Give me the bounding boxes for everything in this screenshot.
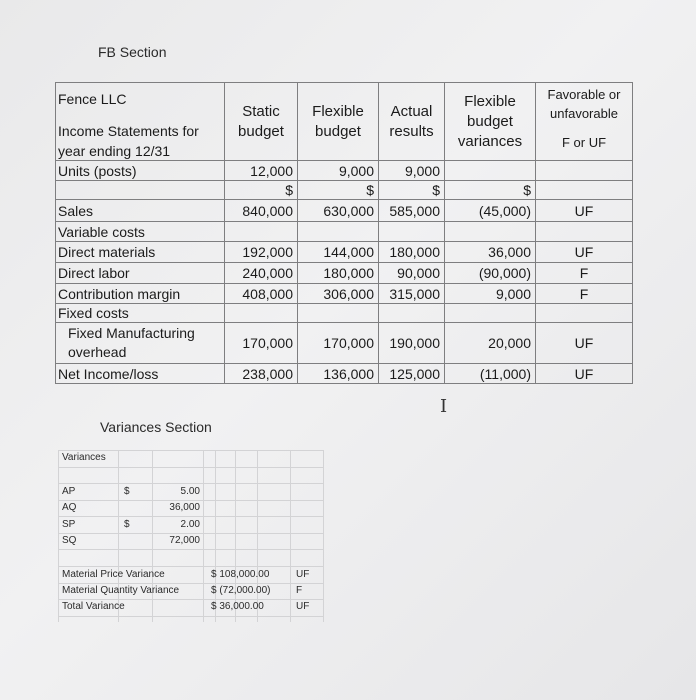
result-label[interactable]: Material Price Variance (62, 569, 165, 580)
currency-cell[interactable]: $ (378, 180, 445, 200)
header-static-budget[interactable]: Static budget (224, 82, 298, 161)
row-fav-cell[interactable]: UF (535, 241, 633, 263)
units-flexible-cell[interactable]: 9,000 (297, 160, 379, 181)
row-variance-cell[interactable] (444, 221, 536, 242)
row-actual-cell[interactable]: 190,000 (378, 322, 445, 364)
grid-line (58, 533, 323, 534)
row-flexible-cell[interactable]: 630,000 (297, 199, 379, 222)
input-currency[interactable]: $ (124, 519, 130, 530)
result-value[interactable]: $ 36,000.00 (211, 601, 264, 612)
currency-cell[interactable]: $ (224, 180, 298, 200)
result-fav[interactable]: UF (296, 601, 310, 612)
row-fav-cell[interactable]: UF (535, 322, 633, 364)
grid-line (323, 450, 324, 622)
input-value[interactable]: 2.00 (180, 519, 200, 530)
result-fav[interactable]: F (296, 585, 303, 596)
row-flexible-cell[interactable] (297, 303, 379, 323)
row-static-cell[interactable] (224, 221, 298, 242)
fb-section-title: FB Section (98, 44, 167, 60)
row-static-cell[interactable]: 240,000 (224, 262, 298, 284)
header-actual-results[interactable]: Actual results (378, 82, 445, 161)
grid-line (58, 450, 323, 451)
grid-line (58, 467, 323, 468)
grid-line (58, 583, 323, 584)
row-fav-cell[interactable]: F (535, 283, 633, 304)
grid-line (58, 566, 323, 567)
row-variance-cell[interactable]: (90,000) (444, 262, 536, 284)
units-actual-cell[interactable]: 9,000 (378, 160, 445, 181)
grid-line (58, 549, 323, 550)
row-static-cell[interactable] (224, 303, 298, 323)
grid-line (58, 450, 59, 622)
row-actual-cell[interactable]: 125,000 (378, 363, 445, 384)
grid-line (235, 450, 236, 622)
text-cursor-icon: I (440, 396, 448, 417)
row-actual-cell[interactable]: 180,000 (378, 241, 445, 263)
row-label-cell[interactable]: Direct materials (55, 241, 225, 263)
company-name: Fence LLC (58, 91, 127, 107)
row-variance-cell[interactable] (444, 303, 536, 323)
row-variance-cell[interactable]: (11,000) (444, 363, 536, 384)
row-flexible-cell[interactable] (297, 221, 379, 242)
row-label-cell[interactable]: Fixed costs (55, 303, 225, 323)
units-fav-cell[interactable] (535, 160, 633, 181)
input-value[interactable]: 5.00 (180, 486, 200, 497)
row-label-cell[interactable]: Sales (55, 199, 225, 222)
row-label-cell[interactable]: Net Income/loss (55, 363, 225, 384)
input-currency[interactable]: $ (124, 486, 130, 497)
row-flexible-cell[interactable]: 136,000 (297, 363, 379, 384)
input-label[interactable]: AQ (62, 502, 77, 513)
grid-line (58, 483, 323, 484)
row-static-cell[interactable]: 238,000 (224, 363, 298, 384)
row-flexible-cell[interactable]: 306,000 (297, 283, 379, 304)
row-label-cell[interactable]: Direct labor (55, 262, 225, 284)
units-variance-cell[interactable] (444, 160, 536, 181)
input-label[interactable]: SP (62, 519, 76, 530)
row-actual-cell[interactable] (378, 303, 445, 323)
header-label-cell[interactable] (55, 82, 225, 161)
input-value[interactable]: 72,000 (169, 535, 200, 546)
grid-line (58, 616, 323, 617)
grid-line (257, 450, 258, 622)
currency-label-cell[interactable] (55, 180, 225, 200)
variances-section-title: Variances Section (100, 419, 212, 435)
header-flexible-variances[interactable]: Flexible budget variances (444, 82, 536, 161)
row-label-cell[interactable]: Variable costs (55, 221, 225, 242)
row-label-cell[interactable]: Fixed Manufacturing overhead (55, 322, 225, 364)
result-value[interactable]: $ 108,000.00 (211, 569, 270, 580)
grid-line (215, 450, 216, 622)
row-fav-cell[interactable]: F (535, 262, 633, 284)
units-label-cell[interactable]: Units (posts) (55, 160, 225, 181)
row-actual-cell[interactable]: 90,000 (378, 262, 445, 284)
row-actual-cell[interactable] (378, 221, 445, 242)
row-fav-cell[interactable] (535, 221, 633, 242)
row-static-cell[interactable]: 840,000 (224, 199, 298, 222)
input-label[interactable]: AP (62, 486, 76, 497)
result-label[interactable]: Total Variance (62, 601, 125, 612)
input-value[interactable]: 36,000 (169, 502, 200, 513)
row-fav-cell[interactable] (535, 303, 633, 323)
result-fav[interactable]: UF (296, 569, 310, 580)
row-fav-cell[interactable]: UF (535, 199, 633, 222)
variances-header[interactable]: Variances (62, 452, 106, 463)
header-flexible-budget[interactable]: Flexible budget (297, 82, 379, 161)
row-flexible-cell[interactable]: 144,000 (297, 241, 379, 263)
grid-line (118, 450, 119, 622)
statement-title: Income Statements for year ending 12/31 (58, 123, 199, 159)
currency-cell[interactable]: $ (444, 180, 536, 200)
row-static-cell[interactable]: 408,000 (224, 283, 298, 304)
row-label-cell[interactable]: Contribution margin (55, 283, 225, 304)
currency-cell[interactable]: $ (297, 180, 379, 200)
grid-line (58, 599, 323, 600)
currency-fav-cell[interactable] (535, 180, 633, 200)
grid-line (58, 500, 323, 501)
units-static-cell[interactable]: 12,000 (224, 160, 298, 181)
row-variance-cell[interactable]: 9,000 (444, 283, 536, 304)
row-variance-cell[interactable]: (45,000) (444, 199, 536, 222)
result-value[interactable]: $ (72,000.00) (211, 585, 271, 596)
fav-header-sub: F or UF (561, 135, 607, 150)
row-flexible-cell[interactable]: 170,000 (297, 322, 379, 364)
row-static-cell[interactable]: 192,000 (224, 241, 298, 263)
row-actual-cell[interactable]: 585,000 (378, 199, 445, 222)
header-favorable[interactable] (535, 82, 633, 161)
row-actual-cell[interactable]: 315,000 (378, 283, 445, 304)
result-label[interactable]: Material Quantity Variance (62, 585, 180, 596)
row-flexible-cell[interactable]: 180,000 (297, 262, 379, 284)
row-variance-cell[interactable]: 20,000 (444, 322, 536, 364)
input-label[interactable]: SQ (62, 535, 77, 546)
grid-line (58, 516, 323, 517)
row-variance-cell[interactable]: 36,000 (444, 241, 536, 263)
row-static-cell[interactable]: 170,000 (224, 322, 298, 364)
grid-line (290, 450, 291, 622)
fav-header-label: Favorable or unfavorable (547, 87, 621, 121)
row-fav-cell[interactable]: UF (535, 363, 633, 384)
